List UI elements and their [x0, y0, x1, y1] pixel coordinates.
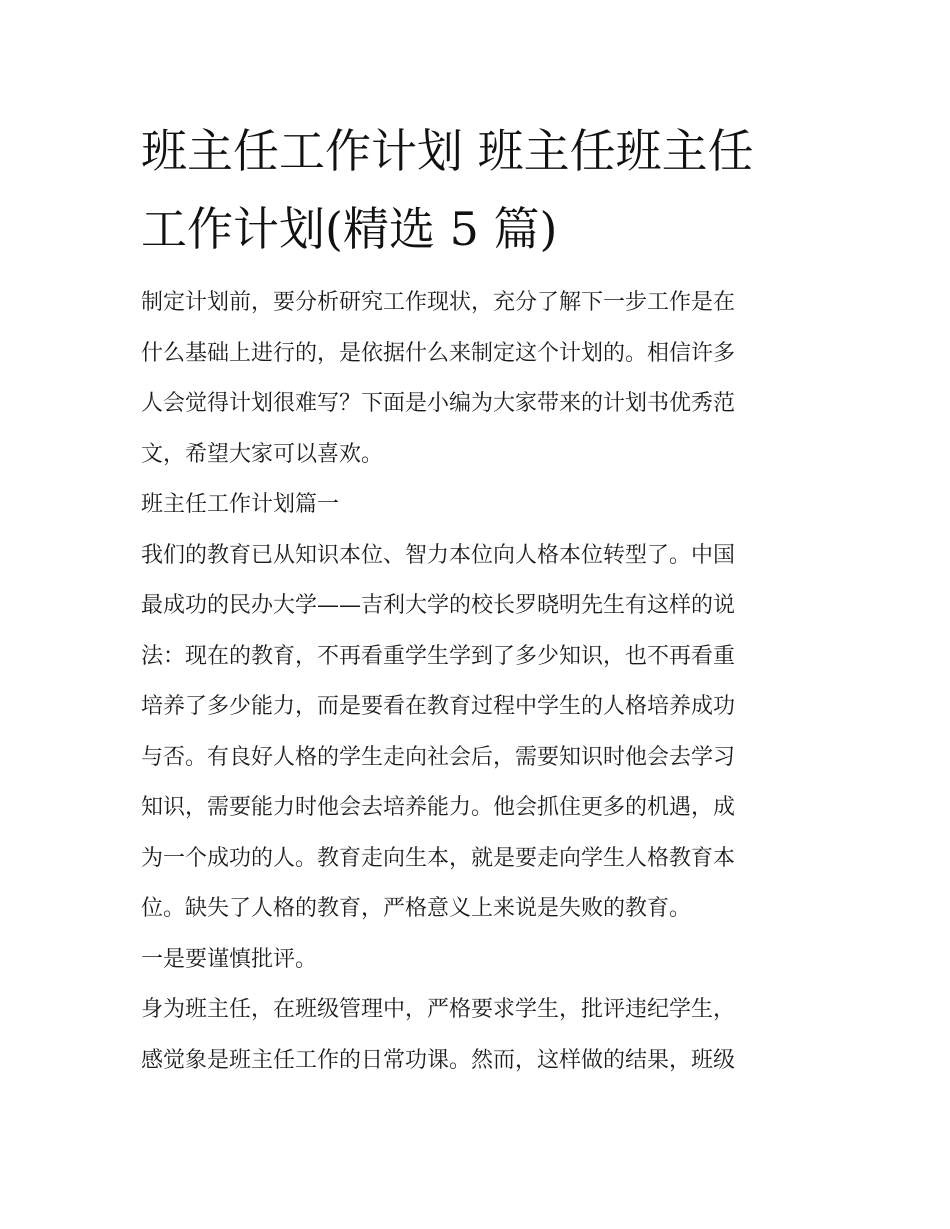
paragraph-line: 什么基础上进行的，是依据什么来制定这个计划的。相信许多 [141, 340, 736, 366]
paragraph-line: 身为班主任，在班级管理中，严格要求学生，批评违纪学生， [141, 997, 736, 1022]
section-heading [141, 480, 813, 531]
section-heading-text: 班主任工作计划篇一 [141, 492, 340, 517]
intro-paragraph [141, 278, 813, 480]
paragraph-line: 文，希望大家可以喜欢。 [141, 441, 384, 467]
title-line-1: 班主任工作计划 班主任班主任 [141, 124, 754, 178]
paragraph-line: 最成功的民办大学——吉利大学的校长罗晓明先生有这样的说 [141, 593, 736, 618]
paragraph-line: 为一个成功的人。教育走向生本，就是要走向学生人格教育本 [141, 845, 736, 871]
title-line-2: 工作计划(精选 5 篇) [141, 202, 558, 256]
subheading-paragraph [141, 935, 813, 986]
paragraph-line: 与否。有良好人格的学生走向社会后，需要知识时他会去学习 [141, 744, 736, 770]
paragraph-line: 我们的教育已从知识本位、智力本位向人格本位转型了。中国 [141, 542, 736, 568]
document-title [141, 112, 813, 268]
paragraph-line: 培养了多少能力，而是要看在教育过程中学生的人格培养成功 [141, 694, 736, 719]
body-paragraph [141, 985, 813, 1086]
paragraph-line: 一是要谨慎批评。 [141, 946, 318, 972]
paragraph-line: 制定计划前，要分析研究工作现状，充分了解下一步工作是在 [141, 290, 736, 315]
document-body [141, 112, 813, 1086]
paragraph-line: 知识，需要能力时他会去培养能力。他会抓住更多的机遇，成 [141, 795, 736, 820]
paragraph-line: 人会觉得计划很难写？下面是小编为大家带来的计划书优秀范 [141, 391, 736, 416]
paragraph-line: 位。缺失了人格的教育，严格意义上来说是失败的教育。 [141, 896, 692, 921]
paragraph-line: 法：现在的教育，不再看重学生学到了多少知识，也不再看重 [141, 643, 736, 669]
body-paragraph [141, 531, 813, 935]
paragraph-line: 感觉象是班主任工作的日常功课。然而，这样做的结果，班级 [141, 1047, 736, 1073]
